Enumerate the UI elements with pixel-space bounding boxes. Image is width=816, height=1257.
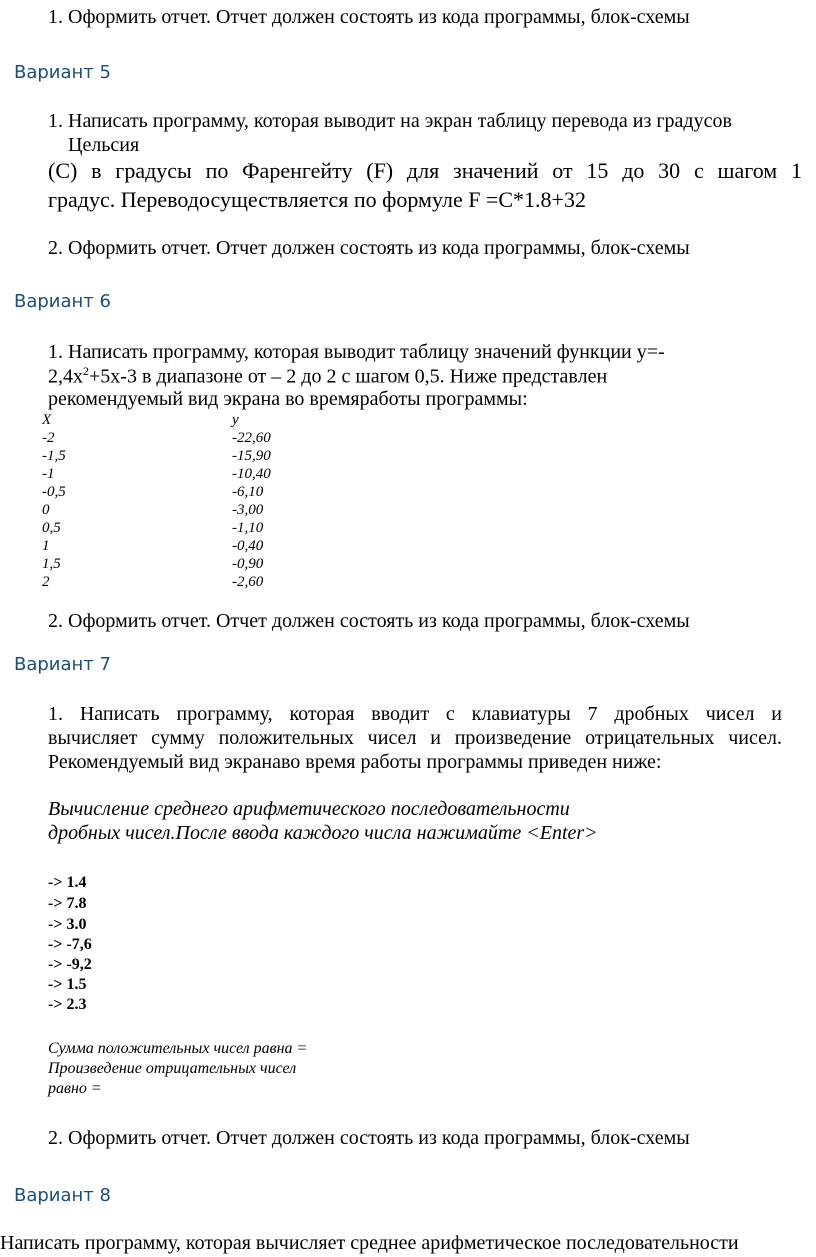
table-cell-y: -1,10 <box>232 520 264 536</box>
table-cell-x: 0 <box>42 502 50 518</box>
v6-formula-part-a: 2,4x <box>48 365 83 388</box>
input-echo-line: -> 3.0 <box>48 916 87 933</box>
table-header-x: X <box>42 412 52 428</box>
table-cell-x: 2 <box>42 574 50 590</box>
v7-screen-text-line-1: Вычисление среднего арифметического последовательности <box>48 798 570 820</box>
v8-task-line-1: Написать программу, которая вычисляет среднее арифметическое последовательности <box>0 1232 739 1254</box>
report-instruction-top: 1. Оформить отчет. Отчет должен состоять из кода программы, блок-схемы <box>48 6 690 28</box>
table-cell-x: -1,5 <box>42 448 66 464</box>
input-echo-line: -> -9,2 <box>48 956 92 973</box>
table-cell-x: 1 <box>42 538 50 554</box>
table-cell-y: -2,60 <box>232 574 264 590</box>
variant-6-heading: Вариант 6 <box>14 291 111 312</box>
variant-8-heading: Вариант 8 <box>14 1185 111 1206</box>
table-cell-y: -0,90 <box>232 556 264 572</box>
table-cell-x: -2 <box>42 430 55 446</box>
v5-report-instruction: 2. Оформить отчет. Отчет должен состоять из кода программы, блок-схемы <box>48 237 690 259</box>
table-cell-y: -22,60 <box>232 430 271 446</box>
table-cell-y: -3,00 <box>232 502 264 518</box>
v7-result-line-1: Сумма положительных чисел равна = <box>48 1040 308 1057</box>
v5-task-line-1: 1. Написать программу, которая выводит на экран таблицу перевода из градусов <box>48 110 732 132</box>
table-cell-x: 1,5 <box>42 556 61 572</box>
v6-task-line-3: рекомендуемый вид экрана во времяработы программы: <box>48 388 528 410</box>
v6-task-line-2 <box>48 364 607 389</box>
input-echo-line: -> 1.4 <box>48 874 87 891</box>
table-cell-y: -10,40 <box>232 466 271 482</box>
table-cell-x: -1 <box>42 466 55 482</box>
table-cell-x: -0,5 <box>42 484 66 500</box>
v6-report-instruction: 2. Оформить отчет. Отчет должен состоять из кода программы, блок-схемы <box>48 610 690 632</box>
table-cell-x: 0,5 <box>42 520 61 536</box>
v5-task-line-4: градус. Переводосуществляется по формуле F =C*1.8+32 <box>48 187 586 212</box>
v7-task-line-1: 1. Написать программу, которая вводит с клавиатуры 7 дробных чисел и <box>48 703 782 725</box>
input-echo-line: -> -7,6 <box>48 936 92 953</box>
v5-task-line-2: Цельсия <box>68 134 140 156</box>
v6-formula-part-b: +5x-3 в диапазоне от – 2 до 2 с шагом 0,5. Ниже представлен <box>89 365 608 388</box>
input-echo-line: -> 2.3 <box>48 996 87 1013</box>
table-cell-y: -0,40 <box>232 538 264 554</box>
v7-task-line-2: вычисляет сумму положительных чисел и произведение отрицательных чисел. <box>48 727 782 749</box>
v7-screen-text-line-2: дробных чисел.После ввода каждого числа нажимайте <Enter> <box>48 822 598 844</box>
table-cell-y: -15,90 <box>232 448 271 464</box>
v6-formula-exponent: 2 <box>83 364 89 378</box>
table-header-y: y <box>232 412 239 428</box>
input-echo-line: -> 7.8 <box>48 895 87 912</box>
v7-result-line-2: Произведение отрицательных чисел <box>48 1060 297 1077</box>
input-echo-line: -> 1.5 <box>48 976 87 993</box>
variant-5-heading: Вариант 5 <box>14 62 111 83</box>
v7-task-line-3: Рекомендуемый вид экранаво время работы программы приведен ниже: <box>48 751 662 773</box>
variant-7-heading: Вариант 7 <box>14 654 111 675</box>
v7-result-line-3: равно = <box>48 1080 102 1097</box>
table-cell-y: -6,10 <box>232 484 264 500</box>
v6-task-line-1: 1. Написать программу, которая выводит таблицу значений функции y=- <box>48 341 665 363</box>
v5-task-line-3: (С) в градусы по Фаренгейту (F) для значений от 15 до 30 с шагом 1 <box>48 158 802 183</box>
v7-report-instruction: 2. Оформить отчет. Отчет должен состоять из кода программы, блок-схемы <box>48 1127 690 1149</box>
